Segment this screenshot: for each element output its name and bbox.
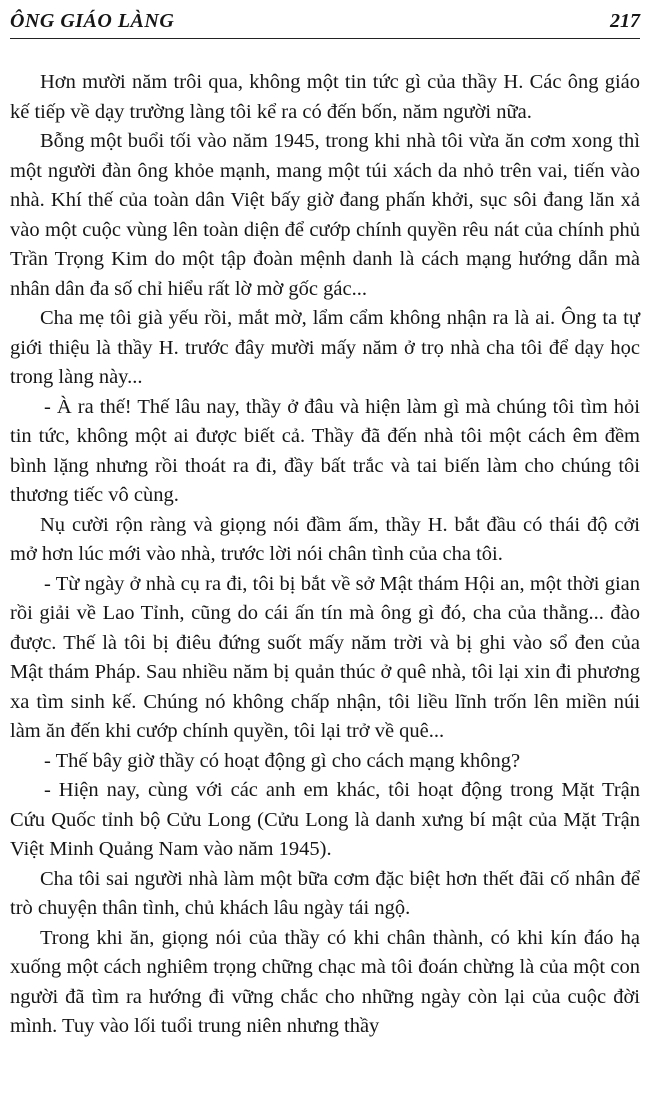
paragraph: Trong khi ăn, giọng nói của thầy có khi chân thành, có khi kín đáo hạ xuống một cách nghiêm trọng chững chạc mà tôi đoán chừng là của một con người đã tìm ra hướng đi vững chắc cho những ngày còn lại của cuộc đời mình. Tuy vào lối tuổi trung niên nhưng thầy <box>10 926 640 1037</box>
dialogue-paragraph: - Từ ngày ở nhà cụ ra đi, tôi bị bắt về sở Mật thám Hội an, một thời gian rồi giải về Lao Tỉnh, cũng do cái ấn tín mà ông gì đó, cha của thằng... đào được. Thế là tôi bị điêu đứng suốt mấy năm trời và bị ghi vào sổ đen của Mật thám Pháp. Sau nhiều năm bị quản thúc ở quê nhà, tôi lại xin đi phương xa tìm sinh kế. Chúng nó không chấp nhận, tôi liều lĩnh trốn lên miền núi làm ăn đến khi cướp chính quyền, tôi lại trở về quê... <box>10 572 640 742</box>
page-header <box>10 10 640 36</box>
dialogue-paragraph: - Thế bây giờ thầy có hoạt động gì cho cách mạng không? <box>44 749 521 772</box>
paragraph: Bỗng một buổi tối vào năm 1945, trong khi nhà tôi vừa ăn cơm xong thì một người đàn ông khỏe mạnh, mang một túi xách da nhỏ trên vai, tiến vào nhà. Khí thế của toàn dân Việt bấy giờ đang phấn khởi, sục sôi đang lăn xả vào một cuộc vùng lên toàn diện để cướp chính quyền rêu nát của chính phủ Trần Trọng Kim do một tập đoàn mệnh danh là cách mạng hướng dẫn mà nhân dân đa số chỉ hiểu rất lờ mờ gốc gác... <box>10 130 640 300</box>
paragraph: Cha tôi sai người nhà làm một bữa cơm đặc biệt hơn thết đãi cố nhân để trò chuyện thân tình, chủ khách lâu ngày tái ngộ. <box>10 867 640 919</box>
header-rule <box>10 38 640 39</box>
paragraph: Cha mẹ tôi già yếu rồi, mắt mờ, lẩm cẩm không nhận ra là ai. Ông ta tự giới thiệu là thầy H. trước đây mười mấy năm ở trọ nhà cha tôi để dạy học trong làng này... <box>10 307 640 388</box>
body-text <box>10 68 640 1042</box>
dialogue-paragraph: - À ra thế! Thế lâu nay, thầy ở đâu và hiện làm gì mà chúng tôi tìm hỏi tin tức, không một ai được biết cả. Thầy đã đến nhà tôi một cách êm đềm bình lặng nhưng rồi thoát ra đi, đầy bất trắc và tai biến làm cho chúng tôi thương tiếc vô cùng. <box>10 395 640 506</box>
paragraph: Hơn mười năm trôi qua, không một tin tức gì của thầy H. Các ông giáo kế tiếp về dạy trường làng tôi kể ra có đến bốn, năm người nữa. <box>10 71 640 123</box>
running-head: ÔNG GIÁO LÀNG <box>10 10 175 32</box>
dialogue-paragraph: - Hiện nay, cùng với các anh em khác, tôi hoạt động trong Mặt Trận Cứu Quốc tỉnh bộ Cửu Long (Cửu Long là danh xưng bí mật của Mặt Trận Việt Minh Quảng Nam vào năm 1945). <box>10 779 640 860</box>
page-number: 217 <box>610 10 640 32</box>
paragraph: Nụ cười rộn ràng và giọng nói đầm ấm, thầy H. bắt đầu có thái độ cởi mở hơn lúc mới vào nhà, trước lời nói chân tình của cha tôi. <box>10 513 640 565</box>
